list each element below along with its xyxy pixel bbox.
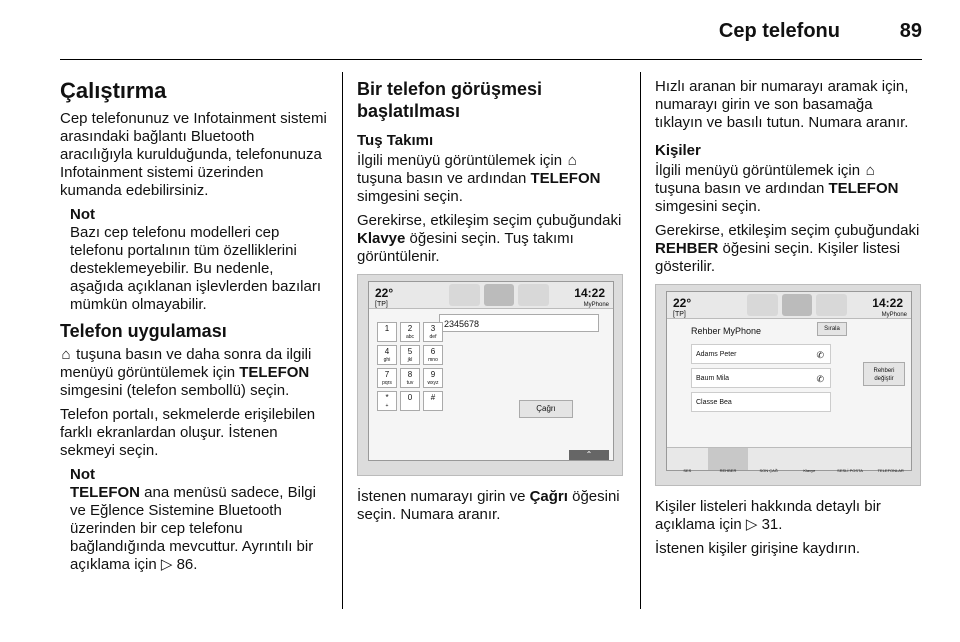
paragraph-portal: Telefon portalı, sekmelerde erişilebilen farklı ekranlardan oluşur. İstenen sekmeyi seçin. [60, 406, 316, 459]
keypad-key: 3 def [423, 322, 443, 342]
home-icon: ⌂ [567, 152, 577, 169]
column-1 [60, 78, 328, 580]
note-text: TELEFON ana menüsü sadece, Bilgi ve Eğlence Sistemine Bluetooth üzerinden bir cep telefonu bağlandığında mevcuttur. Ayrıntılı bir açıklama için ▷ 86. [70, 484, 316, 573]
bar-item: TELEFONLAR [877, 468, 904, 473]
header-rule [60, 59, 922, 60]
section-heading-phone-app: Telefon uygulaması [60, 321, 227, 341]
bar-item: SESLİ POSTA [837, 468, 863, 473]
section-heading-start-call: Bir telefon görüşmesi başlatılması [357, 79, 543, 121]
bar-item: SON ÇAĞ [759, 468, 778, 473]
reference-arrow-icon: ▷ [745, 516, 758, 533]
contacts-title: Rehber MyPhone [691, 326, 762, 336]
keypad-key: 6 mno [423, 345, 443, 365]
note-2 [70, 466, 328, 574]
column-divider [342, 72, 343, 609]
tab-audio-icon [747, 294, 778, 316]
tab-audio-icon [449, 284, 480, 306]
keypad-key: * + [377, 391, 397, 411]
screen-tabs [449, 284, 549, 306]
phone-name: MyPhone [881, 312, 907, 318]
tab-phone-icon [484, 284, 515, 306]
number-field: 2345678 [439, 314, 599, 332]
reference-arrow-icon: ▷ [160, 556, 173, 573]
keypad-grid [377, 322, 443, 411]
keypad-screen [368, 281, 614, 461]
keypad-screenshot [357, 274, 623, 476]
section-heading-operation: Çalıştırma [60, 78, 167, 103]
keypad-key: 1 [377, 322, 397, 342]
keypad-key: 7 pqrs [377, 368, 397, 388]
subheading-contacts: Kişiler [655, 142, 701, 159]
paragraph-contacts-3: Kişiler listeleri hakkında detaylı bir açıklama için ▷ 31. [655, 498, 881, 533]
screen-top-bar [667, 292, 911, 319]
paragraph-keypad-3: İstenen numarayı girin ve Çağrı öğesini seçin. Numara aranır. [357, 488, 620, 523]
clock: 14:22 [574, 286, 605, 300]
tp-label: [TP] [673, 311, 686, 318]
bar-item: SES [683, 468, 692, 473]
keypad-key: 9 wxyz [423, 368, 443, 388]
home-icon: ⌂ [61, 346, 71, 363]
tab-info-icon [816, 294, 847, 316]
interaction-bar [667, 447, 911, 473]
bar-item: Klavye [803, 468, 816, 473]
paragraph-speed-dial: Hızlı aranan bir numarayı aramak için, numarayı girin ve son basamağa tıklayın ve basılı tutun. Numara aranır. [655, 78, 909, 131]
temperature: 22° [375, 286, 394, 300]
clock: 14:22 [872, 296, 903, 310]
chevron-up-icon: ⌃ [569, 450, 609, 460]
paragraph-phone-app: ⌂ tuşuna basın ve daha sonra da ilgili menüyü görüntülemek için TELEFON simgesini (telefon sembollü) seçin. [60, 346, 312, 399]
phone-icon: ✆ [816, 350, 824, 360]
paragraph-keypad-2: Gerekirse, etkileşim seçim çubuğundaki Klavye öğesini seçin. Tuş takımı görüntülenir. [357, 212, 622, 265]
keypad-key: 8 tuv [400, 368, 420, 388]
column-3 [655, 78, 923, 564]
paragraph-contacts-2: Gerekirse, etkileşim seçim çubuğundaki REHBER öğesini seçin. Kişiler listesi gösterilir. [655, 222, 920, 275]
paragraph-intro: Cep telefonunuz ve Infotainment sistemi arasındaki bağlantı Bluetooth aracılığıyla kurulduğunda, telefonunuza Infotainment sistemi üzerinden kumanda edebilirsiniz. [60, 110, 327, 199]
keypad-key: 5 jkl [400, 345, 420, 365]
subheading-keypad: Tuş Takımı [357, 132, 434, 149]
tab-info-icon [518, 284, 549, 306]
sort-button: Sırala [817, 322, 847, 336]
keypad-key: 2 abc [400, 322, 420, 342]
contacts-screenshot [655, 284, 921, 486]
note-title: Not [70, 206, 95, 223]
keypad-key: 0 [400, 391, 420, 411]
paragraph-contacts-4: İstenen kişiler girişine kaydırın. [655, 540, 861, 557]
call-button: Çağrı [519, 400, 573, 418]
tp-label: [TP] [375, 301, 388, 308]
screen-tabs [747, 294, 847, 316]
change-contacts-button: Rehberi değiştir [863, 362, 905, 386]
contact-row: Baum Mila ✆ [691, 368, 831, 388]
temperature: 22° [673, 296, 692, 310]
paragraph-keypad-1: İlgili menüyü görüntülemek için ⌂ tuşuna basın ve ardından TELEFON simgesini seçin. [357, 152, 601, 205]
phone-name: MyPhone [583, 302, 609, 308]
keypad-key: # [423, 391, 443, 411]
home-icon: ⌂ [865, 162, 875, 179]
contact-row: Classe Bea [691, 392, 831, 412]
paragraph-contacts-1: İlgili menüyü görüntülemek için ⌂ tuşuna basın ve ardından TELEFON simgesini seçin. [655, 162, 899, 215]
note-1 [70, 206, 328, 314]
column-2 [357, 78, 625, 530]
keypad-key: 4 ghi [377, 345, 397, 365]
contact-row: Adams Peter ✆ [691, 344, 831, 364]
note-title: Not [70, 466, 95, 483]
page-header-title: Cep telefonu [718, 20, 840, 42]
column-divider [640, 72, 641, 609]
bar-item: REHBER [708, 448, 749, 470]
note-text: Bazı cep telefonu modelleri cep telefonu portalının tüm özelliklerini desteklemeyebilir. Bu nedenle, aşağıda açıklanan işlevlerden bazıları mümkün olmayabilir. [70, 224, 321, 313]
page-number: 89 [899, 20, 922, 42]
tab-phone-icon [782, 294, 813, 316]
screen-top-bar [369, 282, 613, 309]
contacts-screen [666, 291, 912, 471]
phone-icon: ✆ [816, 374, 824, 384]
